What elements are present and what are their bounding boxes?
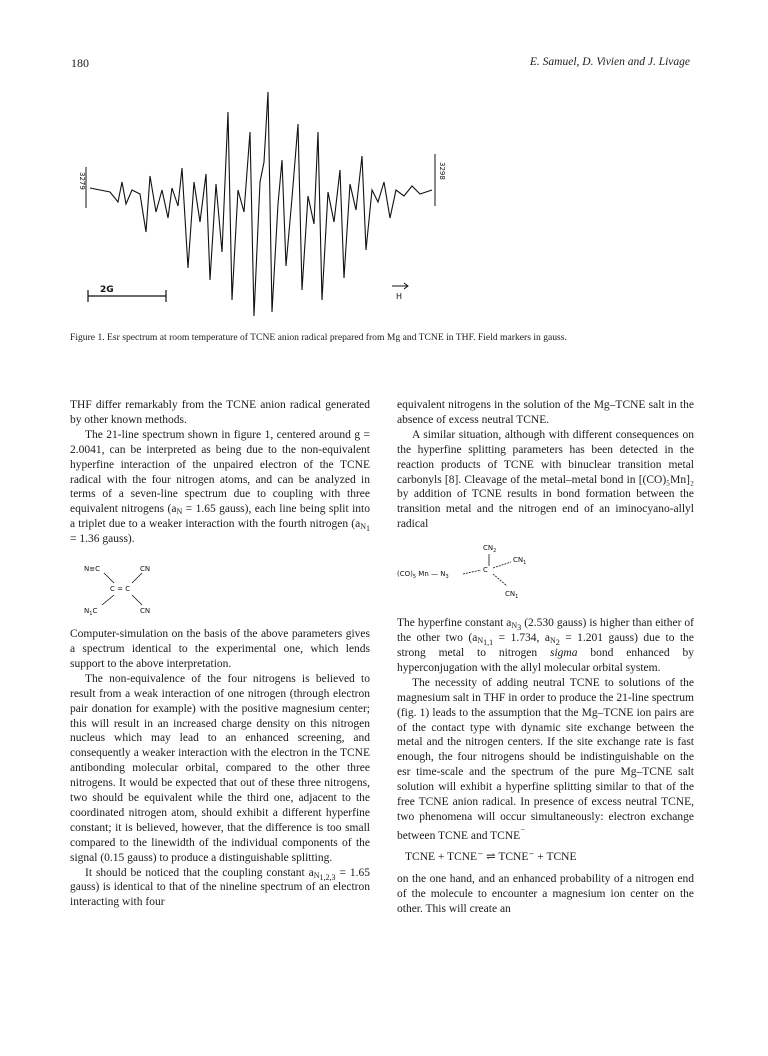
svg-text:CN1: $CN_1$: [513, 556, 527, 567]
paragraph: THF differ remarkably from the TCNE anion radical generated by other known methods.: [70, 399, 370, 426]
paragraph: equivalent nitrogens in the solution of the Mg–TCNE salt in the absence of excess neutral TCNE.: [397, 399, 694, 426]
svg-text:(CO)5 Mn — N3: $(CO)_5$ Mn — $N_3$: [397, 570, 449, 581]
paragraph: It should be noticed that the coupling constant $a_{N_{1,2,3}} = 1.65$ gauss) is identical to that of the nineline spectrum of an electron interacting with four: [70, 866, 370, 909]
field-label: H: [396, 292, 403, 301]
tcne-structure: [70, 557, 250, 621]
svg-text:CN1: $CN_1$: [505, 590, 519, 601]
svg-text:N≡C: N≡C: [84, 565, 100, 574]
paragraph: Computer-simulation on the basis of the above parameters gives a spectrum identical to the experimental one, which lends support to the above interpretation.: [70, 628, 370, 670]
svg-text:CN2: $CN_2$: [483, 544, 497, 555]
right-marker-label: 3298: [438, 162, 446, 180]
paragraph: The hyperfine constant $a_{N_3}$ (2.530 gauss) is higher than either of the other two ($a_{N_{1,1}} = 1.734$, $a_{N_2} = 1.201$ gauss) due to the strong metal to nitrogen sigma bond enhanced by hyperconjugation with the allyl molecular orbital system.: [397, 617, 695, 674]
page-number: 180: [71, 56, 89, 70]
esr-spectrum-figure: [60, 72, 720, 334]
left-column: [70, 398, 370, 910]
svg-text:CN: CN: [140, 607, 151, 616]
iminocyanoallyl-structure: [397, 542, 617, 610]
paragraph: The 21-line spectrum shown in figure 1, centered around g = 2.0041, can be interpreted as being due to the non-equivalent hyperfine interaction of the unpaired electron of the TCNE radical with the four nitrogen atoms, and can be analyzed in terms of a seven-line spectrum due to coupling with three equivalent nitrogens ($a_N = 1.65$ gauss), each line being split into a triplet due to a weaker interaction with the fourth nitrogen ($a_{N_1} = 1.36$ gauss).: [70, 428, 370, 546]
running-head-authors: E. Samuel, D. Vivien and J. Livage: [529, 56, 690, 68]
scale-bar-label: 2G: [100, 285, 114, 295]
svg-text:C = C: C = C: [110, 585, 131, 594]
paragraph: A similar situation, although with different consequences on the hyperfine splitting parameters has been detected in the reaction products of TCNE with binuclear transition metal carbonyls [8]. Cleavage of the metal–metal bond in [(CO)₅Mn]₂ by addition of TCNE results in bond formation between the transition metal and the nitrogen end of an iminocyano-allyl radical: [397, 428, 694, 531]
paragraph: The necessity of adding neutral TCNE to solutions of the magnesium salt in THF in order to produce the 21-line spectrum (fig. 1) leads to the assumption that the Mg–TCNE ion pairs are of the contact type with dynamic site exchange between the metal and the nitrogen centers. If the site exchange rate is fast enough, the four nitrogens should be indistinguishable on the esr time-scale and the spectrum of the pure Mg–TCNE salt solution will exhibit a hyperfine splitting similar to that of the free TCNE anion radical. In presence of excess neutral TCNE, two phenomena will occur simultaneously: electron exchange between TCNE and TCNE⁻: [397, 676, 694, 842]
esr-trace: [90, 92, 432, 316]
left-marker-label: 3279: [78, 172, 86, 190]
svg-text:N1C: $N_1C$: [84, 607, 98, 618]
right-column: [397, 398, 694, 917]
svg-text:CN: CN: [140, 565, 151, 574]
paragraph: The non-equivalence of the four nitrogens is believed to result from a weak interaction of one nitrogen (through electron pair donation for example) with the positive magnesium center; this will result in an increased charge density on this nitrogen nucleus which may lead to an enhanced screening, and consequently a weaker interaction with the electron in the TCNE antibonding molecular orbital, compared to the other three nitrogens. It would be expected that out of these three nitrogens, two should be equivalent while the third one, adjacent to the coordinated nitrogen atom, should exhibit a different hyperfine constant; it is believed, however, that the difference is too small compared to the linewidth of the individual components of the signal (0.15 gauss) to produce a distinguishable splitting.: [70, 672, 370, 864]
paragraph: on the one hand, and an enhanced probability of a nitrogen end of the molecule to encounter a magnesium ion center on the other. This will create an: [397, 873, 694, 916]
figure-caption: Figure 1. Esr spectrum at room temperature of TCNE anion radical prepared from Mg and TCNE in THF. Field markers in gauss.: [70, 332, 567, 343]
exchange-equation: TCNE + TCNE⁻ ⇌ TCNE⁻ + TCNE: [405, 850, 577, 863]
svg-text:C: C: [483, 566, 488, 575]
